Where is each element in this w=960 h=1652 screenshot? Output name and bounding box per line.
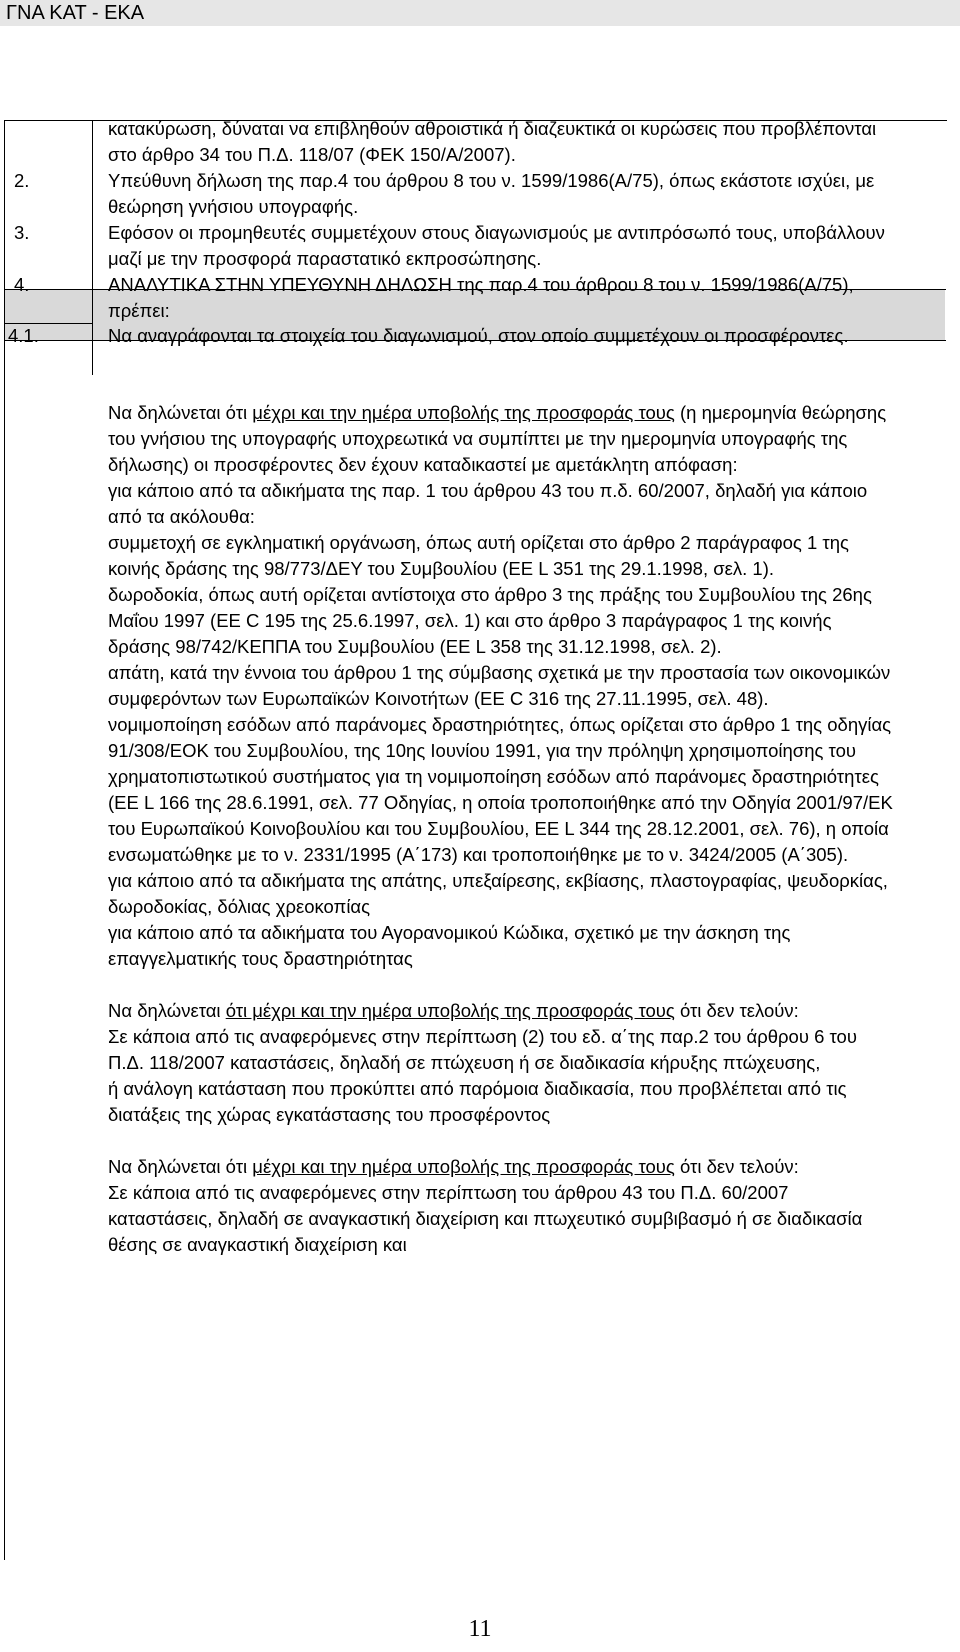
spacer (108, 972, 898, 998)
document-header (0, 0, 960, 26)
list-item: απάτη, κατά την έννοια του άρθρου 1 της σύμβασης σχετικά με την προστασία των οικονομικών συμφερόντων των Ευρωπαϊκών Κοινοτήτων (ΕΕ C 316 της 27.11.1995, σελ. 48). (108, 662, 891, 709)
list-item: δωροδοκία, όπως αυτή ορίζεται αντίστοιχα στο άρθρο 3 της πράξης του Συμβουλίου της 26ης Μαΐου 1997 (ΕΕ C 195 της 25.6.1997, σελ. 1) και στο άρθρο 3 παράγραφος 1 της κοινής δράσης 98/742/ΚΕΠΠΑ του Συμβουλίου (ΕΕ L 358 της 31.12.1998, σελ. 2). (108, 584, 872, 657)
list-item: για κάποιο από τα αδικήματα της παρ. 1 του άρθρου 43 του π.δ. 60/2007, δηλαδή για κάποιο από τα ακόλουθα: (108, 480, 868, 527)
table-row-number: 4.1. (8, 325, 39, 346)
table-row-text: κατακύρωση, δύναται να επιβληθούν αθροιστικά ή διαζευκτικά οι κυρώσεις που προβλέπονται στο άρθρο 34 του Π.Δ. 118/07 (ΦΕΚ 150/Α/2007). (108, 118, 877, 165)
list-item: Σε κάποια από τις αναφερόμενες στην περίπτωση του άρθρου 43 του Π.Δ. 60/2007 καταστάσεις, δηλαδή σε αναγκαστική διαχείριση και πτωχευτικό συμβιβασμό ή σε διαδικασία θέσης σε αναγκαστική διαχείριση και (108, 1182, 863, 1255)
declaration-paragraph (108, 400, 898, 478)
list-item: Σε κάποια από τις αναφερόμενες στην περίπτωση (2) του εδ. α΄της παρ.2 του άρθρου 6 του Π.Δ. 118/2007 καταστάσεις, δηλαδή σε πτώχευση ή σε διαδικασία κήρυξης πτώχευσης, (108, 1026, 857, 1073)
list-item: νομιμοποίηση εσόδων από παράνομες δραστηριότητες, όπως ορίζεται στο άρθρο 1 της οδηγίας 91/308/ΕΟΚ του Συμβουλίου, της 10ης Ιουνίου 1991, για την πρόληψη χρησιμοποίησης του χρηματοπιστωτικού συστήματος για τη νομιμοποίηση εσόδων από παράνομες δραστηριότητες (ΕΕ L 166 της 28.6.1991, σελ. 77 Οδηγίας, η οποία τροποποιήθηκε από την Οδηγία 2001/97/ΕΚ του Ευρωπαϊκού Κοινοβουλίου και του Συμβουλίου, ΕΕ L 344 της 28.12.2001, σελ. 76), η οποία ενσωματώθηκε με το ν. 2331/1995 (Α΄173) και τροποποιήθηκε με το ν. 3424/2005 (Α΄305). (108, 714, 893, 865)
table-row-number: 3. (14, 222, 30, 243)
table-row-text: Υπεύθυνη δήλωση της παρ.4 του άρθρου 8 του ν. 1599/1986(Α/75), όπως εκάστοτε ισχύει, με θεώρηση γνήσιου υπογραφής. (108, 170, 875, 217)
paragraph-text: (η ημερομηνία θεώρησης του γνήσιου της υπογραφής υποχρεωτικά να συμπίπτει με την ημερομηνία υπογραφής της δήλωσης) οι προσφέροντες δεν έχουν καταδικαστεί με αμετάκλητη απόφαση: (108, 402, 887, 475)
list-item: για κάποιο από τα αδικήματα της απάτης, υπεξαίρεσης, εκβίασης, πλαστογραφίας, ψευδορκίας, δωροδοκίας, δόλιας χρεοκοπίας (108, 870, 888, 917)
body-content (108, 400, 898, 1258)
table-row-text: ΑΝΑΛΥΤΙΚΑ ΣΤΗΝ ΥΠΕΥΘΥΝΗ ΔΗΛΩΣΗ της παρ.4 του άρθρου 8 του ν. 1599/1986(Α/75), πρέπει: (108, 274, 854, 321)
paragraph-text: Να δηλώνεται ότι (108, 402, 253, 423)
table-row-text: Να αναγράφονται τα στοιχεία του διαγωνισμού, στον οποίο συμμετέχουν οι προσφέροντες. (108, 325, 849, 346)
table-row-text: Εφόσον οι προμηθευτές συμμετέχουν στους διαγωνισμούς με αντιπρόσωπό τους, υποβάλλουν μαζί με την προσφορά παραστατικό εκπροσώπησης. (108, 222, 885, 269)
underlined-text: μέχρι και την ημέρα υποβολής της προσφοράς τους (252, 402, 675, 423)
declaration-paragraph (108, 998, 898, 1024)
declaration-paragraph (108, 1154, 898, 1180)
spacer (108, 1128, 898, 1154)
list-item: για κάποιο από τα αδικήματα του Αγορανομικού Κώδικα, σχετικό με την άσκηση της επαγγελματικής τους δραστηριότητας (108, 922, 791, 969)
table-row-number: 4. (14, 274, 30, 295)
paragraph-text: Να δηλώνεται (108, 1000, 226, 1021)
header-title: ΓΝΑ ΚΑΤ - ΕΚΑ (6, 2, 145, 24)
list-item: ή ανάλογη κατάσταση που προκύπτει από παρόμοια διαδικασία, που προβλέπεται από τις διατάξεις της χώρας εγκατάστασης του προσφέροντος (108, 1078, 847, 1125)
column-divider (92, 120, 93, 375)
underlined-text: ότι μέχρι και την ημέρα υποβολής της προσφοράς τους (225, 1000, 675, 1021)
paragraph-text: ότι δεν τελούν: (674, 1156, 799, 1177)
underlined-text: μέχρι και την ημέρα υποβολής της προσφοράς τους (252, 1156, 675, 1177)
table-row-number: 2. (14, 170, 30, 191)
paragraph-text: ότι δεν τελούν: (674, 1000, 799, 1021)
list-item: συμμετοχή σε εγκληματική οργάνωση, όπως αυτή ορίζεται στο άρθρο 2 παράγραφος 1 της κοινής δράσης της 98/773/ΔΕΥ του Συμβουλίου (ΕΕ L 351 της 29.1.1998, σελ. 1). (108, 532, 849, 579)
page-number: 11 (468, 1616, 492, 1642)
paragraph-text: Να δηλώνεται ότι (108, 1156, 253, 1177)
